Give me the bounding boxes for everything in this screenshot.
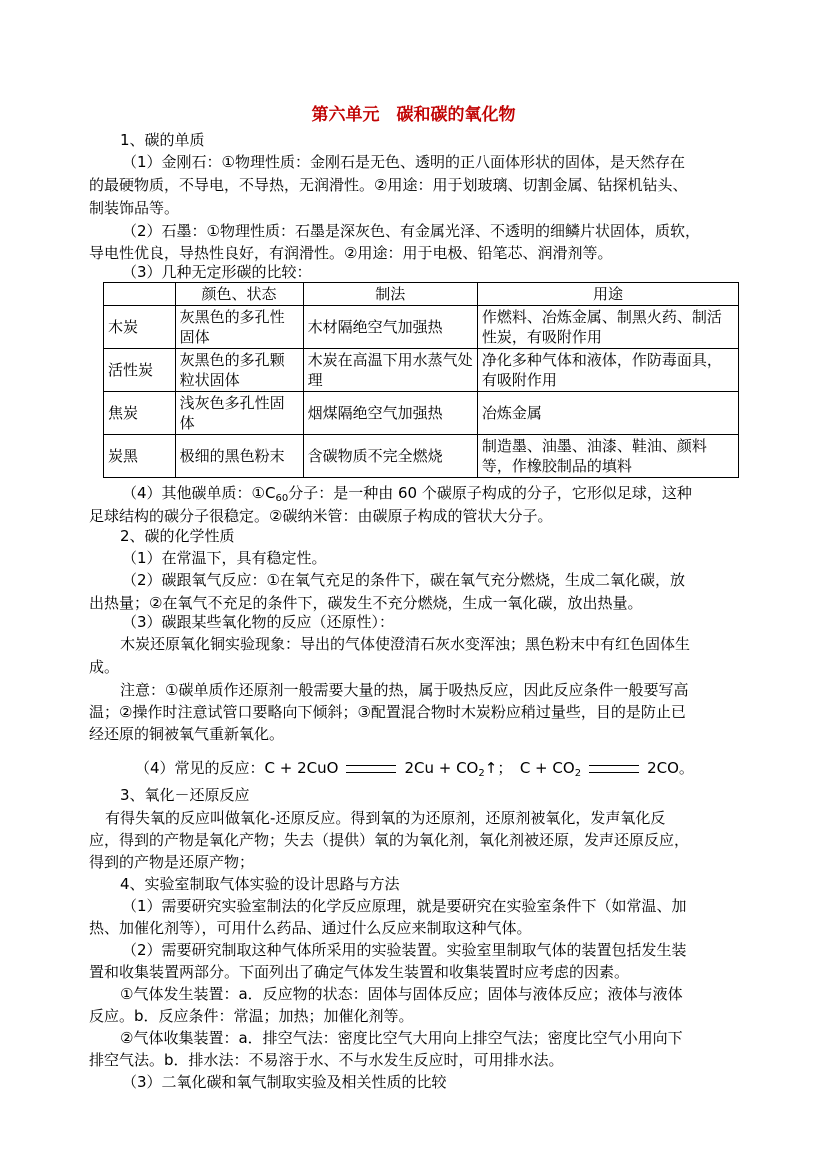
- table-header-cell: 颜色、状态: [175, 283, 303, 306]
- graphite-line-2: 导电性优良，导热性良好，有润滑性。②用途：用于电极、铅笔芯、润滑剂等。: [89, 244, 613, 262]
- redox-line-2: 应，得到的产物是氧化产物；失去（提供）氧的为氧化剂，氧化剂被还原，发声还原反应，: [89, 831, 690, 849]
- table-cell-color: 灰黑色的多孔颗粒状固体: [175, 349, 303, 392]
- c60-subscript: 60: [275, 493, 289, 504]
- table-header-cell: [104, 283, 176, 306]
- note-line-3: 经还原的铜被氧气重新氧化。: [89, 725, 285, 743]
- table-cell-color: 浅灰色多孔性固体: [175, 392, 303, 435]
- reduction-heading: （3）碳跟某些氧化物的反应（还原性）：: [122, 613, 395, 631]
- other-carbon-text-a: （4）其他碳单质：①C: [122, 484, 276, 502]
- other-carbon-line-1: [122, 483, 692, 503]
- table-cell-name: 炭黑: [104, 435, 176, 478]
- equation-part-c: ↑； C + CO: [484, 759, 575, 777]
- amorphous-carbon-heading: （3）几种无定形碳的比较：: [122, 263, 312, 281]
- equation-part-a: （4）常见的反应：C + 2CuO: [135, 759, 339, 777]
- table-row: [104, 306, 739, 349]
- co2-subscript: 2: [478, 768, 485, 779]
- section-2-heading: 2、碳的化学性质: [120, 527, 235, 545]
- note-line-2: 温；②操作时注意试管口要略向下倾斜；③配置混合物时木炭粉应稍过量些，目的是防止已: [89, 703, 686, 721]
- section-4-heading: 4、实验室制取气体实验的设计思路与方法: [120, 875, 400, 893]
- section-3-heading: 3、氧化－还原反应: [120, 786, 250, 804]
- generator-line-1: ①气体发生装置：a．反应物的状态：固体与固体反应；固体与液体反应；液体与液体: [120, 985, 683, 1003]
- table-cell-name: 木炭: [104, 306, 176, 349]
- stability-line: （1）在常温下，具有稳定性。: [122, 549, 327, 567]
- table-cell-use: 作燃料、冶炼金属、制黑火药、制活性炭，有吸附作用: [477, 306, 738, 349]
- table-cell-color: 灰黑色的多孔性固体: [175, 306, 303, 349]
- other-carbon-text-b: 分子：是一种由 60 个碳原子构成的分子，它形似足球，这种: [288, 484, 692, 502]
- equation-line: [135, 758, 694, 778]
- table-cell-method: 木炭在高温下用水蒸气处理: [303, 349, 477, 392]
- apparatus-line-1: （2）需要研究制取这种气体所采用的实验装置。实验室里制取气体的装置包括发生装: [122, 941, 687, 959]
- table-header-row: [104, 283, 739, 306]
- redox-line-1: 有得失氧的反应叫做氧化-还原反应。得到氧的为还原剂，还原剂被氧化，发声氧化反: [105, 809, 666, 827]
- table-row: [104, 349, 739, 392]
- amorphous-carbon-table: [103, 282, 739, 478]
- note-line-1: 注意：①碳单质作还原剂一般需要大量的热，属于吸热反应，因此反应条件一般要写高: [120, 681, 689, 699]
- comparison-heading: （3）二氧化碳和氧气制取实验及相关性质的比较: [122, 1073, 447, 1091]
- table-cell-name: 焦炭: [104, 392, 176, 435]
- table-row: [104, 392, 739, 435]
- diamond-line-1: （1）金刚石：①物理性质：金刚石是无色、透明的正八面体形状的固体，是天然存在: [122, 153, 685, 171]
- principle-line-1: （1）需要研究实验室制法的化学反应原理，就是要研究在实验室条件下（如常温、加: [122, 897, 687, 915]
- section-1-heading: 1、碳的单质: [120, 131, 205, 149]
- oxygen-reaction-line-1: （2）碳跟氧气反应：①在氧气充足的条件下，碳在氧气充分燃烧，生成二氧化碳，放: [122, 571, 685, 589]
- equation-part-b: 2Cu + CO: [404, 759, 479, 777]
- table-cell-use: 冶炼金属: [477, 392, 738, 435]
- equals-sign-icon: [346, 765, 396, 773]
- table-cell-method: 木材隔绝空气加强热: [303, 306, 477, 349]
- other-carbon-line-2: 足球结构的碳分子很稳定。②碳纳米管：由碳原子构成的管状大分子。: [89, 507, 553, 525]
- table-row: [104, 435, 739, 478]
- equals-sign-icon: [589, 765, 639, 773]
- table-header-cell: 制法: [303, 283, 477, 306]
- table-cell-method: 烟煤隔绝空气加强热: [303, 392, 477, 435]
- redox-line-3: 得到的产物是还原产物；: [89, 853, 255, 871]
- oxygen-reaction-line-2: 出热量；②在氧气不充足的条件下，碳发生不充分燃烧，生成一氧化碳，放出热量。: [89, 594, 643, 612]
- charcoal-experiment-line-2: 成。: [89, 658, 120, 676]
- table-cell-method: 含碳物质不完全燃烧: [303, 435, 477, 478]
- apparatus-line-2: 置和收集装置两部分。下面列出了确定气体发生装置和收集装置时应考虑的因素。: [89, 963, 630, 981]
- table-cell-use: 制造墨、油墨、油漆、鞋油、颜料等，作橡胶制品的填料: [477, 435, 738, 478]
- collector-line-1: ②气体收集装置：a．排空气法：密度比空气大用向上排空气法；密度比空气小用向下: [120, 1029, 683, 1047]
- generator-line-2: 反应。b．反应条件：常温；加热；加催化剂等。: [89, 1007, 414, 1025]
- graphite-line-1: （2）石墨：①物理性质：石墨是深灰色、有金属光泽、不透明的细鳞片状固体，质软，: [122, 222, 700, 240]
- equation-part-d: 2CO。: [647, 759, 694, 777]
- table-cell-color: 极细的黑色粉末: [175, 435, 303, 478]
- page-title: 第六单元 碳和碳的氧化物: [311, 105, 516, 125]
- co2-subscript: 2: [574, 768, 582, 779]
- principle-line-2: 热、加催化剂等），可用什么药品、通过什么反应来制取这种气体。: [89, 919, 532, 937]
- table-header-cell: 用途: [477, 283, 738, 306]
- charcoal-experiment-line-1: 木炭还原氧化铜实验现象：导出的气体使澄清石灰水变浑浊；黑色粉末中有红色固体生: [120, 635, 691, 653]
- collector-line-2: 排空气法。b．排水法：不易溶于水、不与水发生反应时，可用排水法。: [89, 1051, 564, 1069]
- diamond-line-3: 制装饰品等。: [89, 199, 180, 217]
- table-cell-name: 活性炭: [104, 349, 176, 392]
- table-cell-use: 净化多种气体和液体，作防毒面具，有吸附作用: [477, 349, 738, 392]
- diamond-line-2: 的最硬物质，不导电，不导热，无润滑性。②用途：用于划玻璃、切割金属、钻探机钻头、: [89, 176, 688, 194]
